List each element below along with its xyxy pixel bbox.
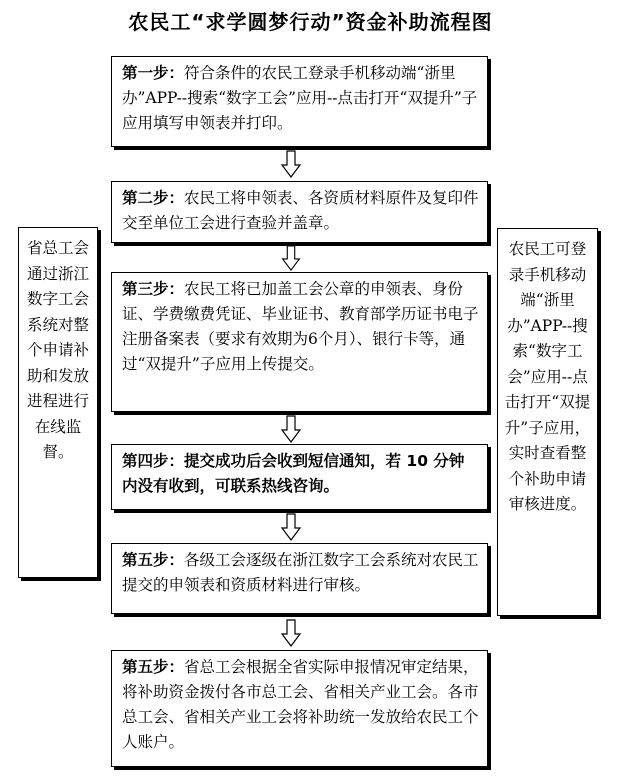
left-note-text: 省总工会通过浙江数字工会系统对整个申请补助和发放进程进行在线监督。 xyxy=(26,239,89,461)
step-6-text: 省总工会根据全省实际申报情况审定结果，将补助资金拨付各市总工会、省相关产业工会。各市总工会、省相关产业工会将补助统一发放给农民工个人账户。 xyxy=(122,658,479,751)
down-arrow-icon xyxy=(281,513,301,541)
step-3-label: 第三步： xyxy=(122,280,185,298)
step-4-box xyxy=(111,444,488,510)
step-5-box xyxy=(111,543,488,614)
right-note-box xyxy=(497,228,598,616)
down-arrow-icon xyxy=(281,619,301,647)
step-3-box xyxy=(111,272,488,412)
right-note-text: 农民工可登录手机移动端“浙里办”APP--搜索“数字工会”应用--点击打开“双提升”子应用，实时查看整个补助申请审核进度。 xyxy=(504,240,591,513)
step-6-label: 第五步： xyxy=(122,658,185,676)
step-1-label: 第一步： xyxy=(122,64,185,82)
left-note-box xyxy=(18,227,98,578)
step-2-label: 第二步： xyxy=(122,189,185,207)
step-1-text: 符合条件的农民工登录手机移动端“浙里办”APP--搜索“数字工会”应用--点击打开“双提升”子应用填写申领表并打印。 xyxy=(122,64,478,132)
step-4-label: 第四步： xyxy=(122,452,185,470)
down-arrow-icon xyxy=(281,415,301,443)
step-2-text: 农民工将申领表、各资质材料原件及复印件交至单位工会进行查验并盖章。 xyxy=(122,189,479,232)
step-2-box xyxy=(111,181,488,243)
step-4-text: 提交成功后会收到短信通知，若 10 分钟内没有收到，可联系热线咨询。 xyxy=(122,452,465,495)
down-arrow-icon xyxy=(281,150,301,178)
step-5-label: 第五步： xyxy=(122,551,185,569)
down-arrow-icon xyxy=(281,245,301,271)
step-3-text: 农民工将已加盖工会公章的申领表、身份证、学费缴费凭证、毕业证书、教育部学历证书电子注册备案表（要求有效期为6个月）、银行卡等，通过“双提升”子应用上传提交。 xyxy=(122,280,479,373)
step-1-box xyxy=(111,56,488,147)
step-6-box xyxy=(111,650,488,767)
step-5-text: 各级工会逐级在浙江数字工会系统对农民工提交的申领表和资质材料进行审核。 xyxy=(122,551,479,594)
page-title: 农民工“求学圆梦行动”资金补助流程图 xyxy=(128,10,493,34)
